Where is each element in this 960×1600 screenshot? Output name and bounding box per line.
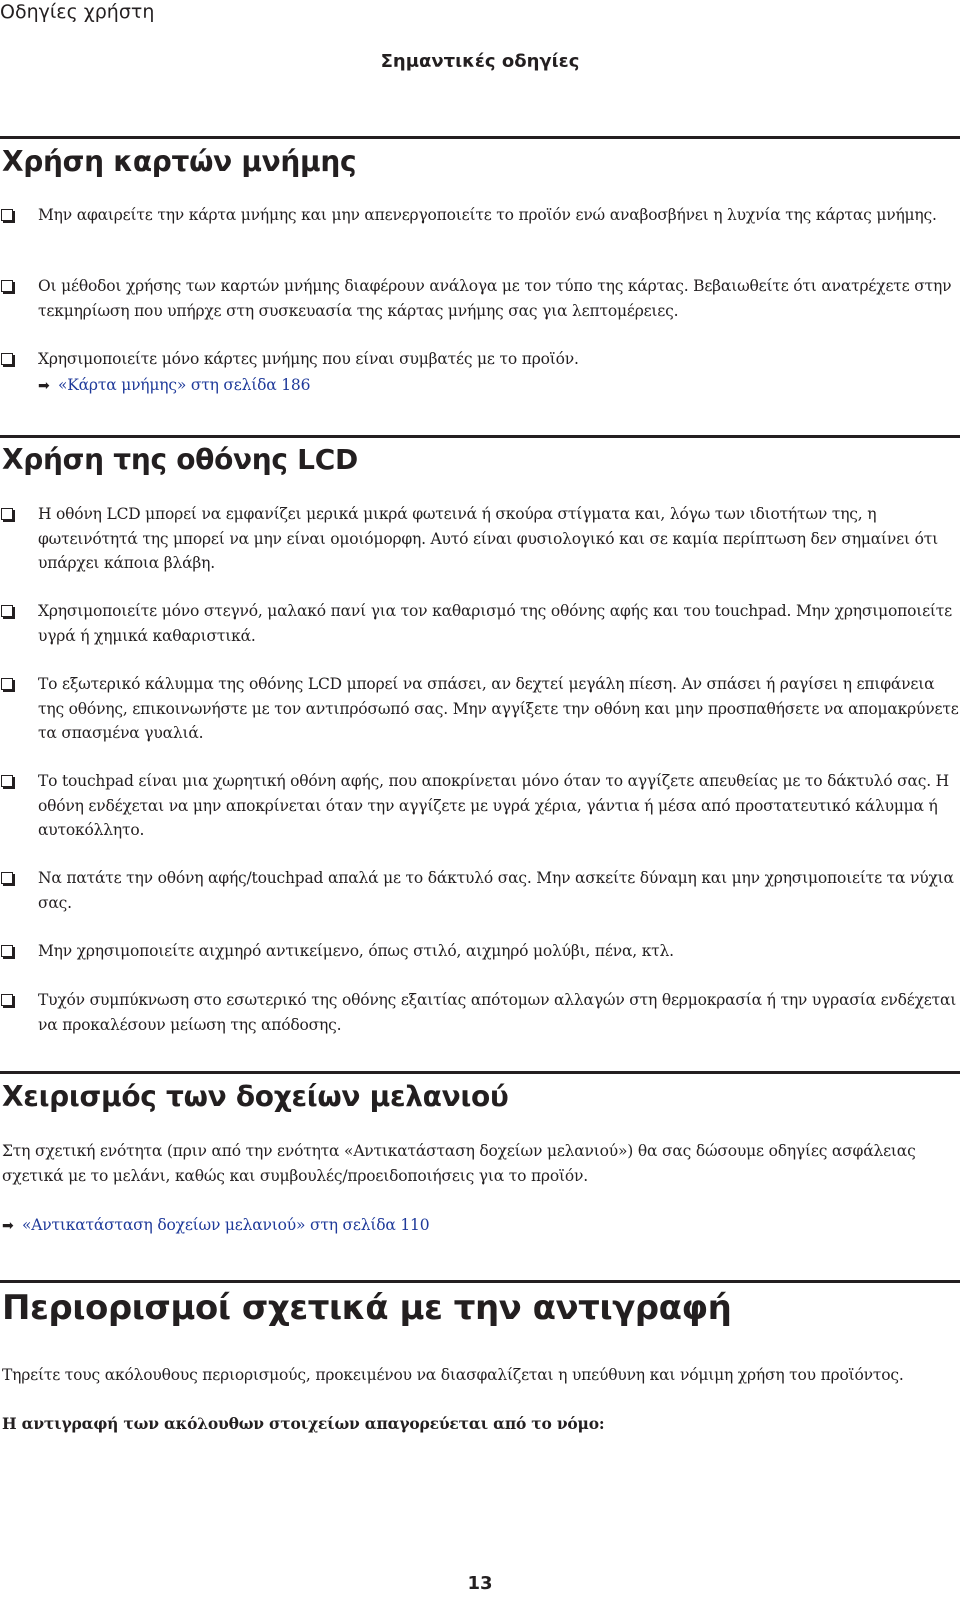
- list-item: [0, 672, 960, 746]
- memory-card-cross-reference[interactable]: [38, 373, 310, 399]
- list-item: [0, 599, 960, 648]
- list-item: [0, 939, 960, 964]
- section-divider: [0, 1280, 960, 1283]
- memory-cards-heading: Χρήση καρτών μνήμης: [2, 145, 357, 178]
- ink-paragraph: Στη σχετική ενότητα (πριν από την ενότητα «Αντικατάσταση δοχείων μελανιού») θα σας δώσουμε οδηγίες ασφάλειας σχετικά με το μελάνι, καθώς και συμβουλές/προειδοποιήσεις για το προϊόν.: [2, 1142, 916, 1185]
- ink-heading: Χειρισμός των δοχείων μελανιού: [2, 1080, 509, 1113]
- section-divider: [0, 435, 960, 438]
- checkbox-bullet-icon: [1, 775, 13, 787]
- lcd-heading: Χρήση της οθόνης LCD: [2, 443, 358, 476]
- list-item: [0, 502, 960, 576]
- page-number: 13: [467, 1573, 493, 1594]
- arrow-right-icon: ➡: [38, 378, 50, 394]
- list-item-text: Η οθόνη LCD μπορεί να εμφανίζει μερικά μικρά φωτεινά ή σκούρα στίγματα και, λόγω των ιδιοτήτων της, η φωτεινότητά της μπορεί να μην είναι ομοιόμορφη. Αυτό είναι φυσιολογικό και σε καμία περίπτωση δεν σημαίνει ότι υπάρχει κάποια βλάβη.: [38, 505, 938, 572]
- checkbox-bullet-icon: [1, 508, 13, 520]
- checkbox-bullet-icon: [1, 353, 13, 365]
- list-item-text: Το εξωτερικό κάλυμμα της οθόνης LCD μπορεί να σπάσει, αν δεχτεί μεγάλη πίεση. Αν σπάσει ή ραγίσει η επιφάνεια της οθόνης, επικοινωνήστε με τον αντιπρόσωπό σας. Μην αγγίξετε την οθόνη και μην προσπαθήσετε να απομακρύνετε τα σπασμένα γυαλιά.: [38, 675, 959, 742]
- list-item: [0, 203, 960, 228]
- list-item-text: Μην χρησιμοποιείτε αιχμηρό αντικείμενο, όπως στιλό, αιχμηρό μολύβι, πένα, κτλ.: [38, 942, 674, 960]
- running-head: Οδηγίες χρήστη: [0, 1, 155, 23]
- list-item-text: Τυχόν συμπύκνωση στο εσωτερικό της οθόνης εξαιτίας απότομων αλλαγών στη θερμοκρασία ή την υγρασία ενδέχεται να προκαλέσουν μείωση της απόδοσης.: [38, 991, 957, 1034]
- list-item: [0, 347, 960, 372]
- section-divider: [0, 136, 960, 139]
- list-item: [0, 988, 960, 1037]
- list-item-text: Χρησιμοποιείτε μόνο κάρτες μνήμης που είναι συμβατές με το προϊόν.: [38, 350, 579, 368]
- checkbox-bullet-icon: [1, 994, 13, 1006]
- checkbox-bullet-icon: [1, 605, 13, 617]
- copying-prohibited-heading: Η αντιγραφή των ακόλουθων στοιχείων απαγορεύεται από το νόμο:: [2, 1414, 605, 1433]
- arrow-right-icon: ➡: [2, 1218, 14, 1234]
- ink-replacement-link[interactable]: «Αντικατάσταση δοχείων μελανιού» στη σελίδα 110: [22, 1216, 430, 1234]
- list-item-text: Να πατάτε την οθόνη αφής/touchpad απαλά με το δάκτυλό σας. Μην ασκείτε δύναμη και μην χρησιμοποιείτε τα νύχια σας.: [38, 869, 954, 912]
- checkbox-bullet-icon: [1, 945, 13, 957]
- checkbox-bullet-icon: [1, 872, 13, 884]
- memory-card-link[interactable]: «Κάρτα μνήμης» στη σελίδα 186: [58, 376, 311, 394]
- section-divider: [0, 1071, 960, 1074]
- list-item-text: Το touchpad είναι μια χωρητική οθόνη αφής, που αποκρίνεται μόνο όταν το αγγίζετε απευθείας με το δάκτυλό σας. Η οθόνη ενδέχεται να μην αποκρίνεται όταν την αγγίζετε με υγρά χέρια, γάντια ή μέσα από προστατευτικό κάλυμμα ή αυτοκόλλητο.: [38, 772, 949, 839]
- section-title: Σημαντικές οδηγίες: [380, 51, 580, 72]
- list-item-text: Οι μέθοδοι χρήσης των καρτών μνήμης διαφέρουν ανάλογα με τον τύπο της κάρτας. Βεβαιωθείτε ότι ανατρέχετε στην τεκμηρίωση που υπήρχε στη συσκευασία της κάρτας μνήμης σας για λεπτομέρειες.: [38, 277, 952, 320]
- list-item-text: Μην αφαιρείτε την κάρτα μνήμης και μην απενεργοποιείτε το προϊόν ενώ αναβοσβήνει η λυχνία της κάρτας μνήμης.: [38, 206, 937, 224]
- list-item: [0, 769, 960, 843]
- checkbox-bullet-icon: [1, 280, 13, 292]
- copying-heading: Περιορισμοί σχετικά με την αντιγραφή: [2, 1288, 732, 1328]
- list-item: [0, 866, 960, 915]
- ink-cross-reference[interactable]: [2, 1213, 429, 1239]
- checkbox-bullet-icon: [1, 209, 13, 221]
- copying-paragraph: Τηρείτε τους ακόλουθους περιορισμούς, προκειμένου να διασφαλίζεται η υπεύθυνη και νόμιμη χρήση του προϊόντος.: [2, 1366, 904, 1384]
- list-item-text: Χρησιμοποιείτε μόνο στεγνό, μαλακό πανί για τον καθαρισμό της οθόνης αφής και του touchpad. Μην χρησιμοποιείτε υγρά ή χημικά καθαριστικά.: [38, 602, 953, 645]
- checkbox-bullet-icon: [1, 678, 13, 690]
- list-item: [0, 274, 960, 323]
